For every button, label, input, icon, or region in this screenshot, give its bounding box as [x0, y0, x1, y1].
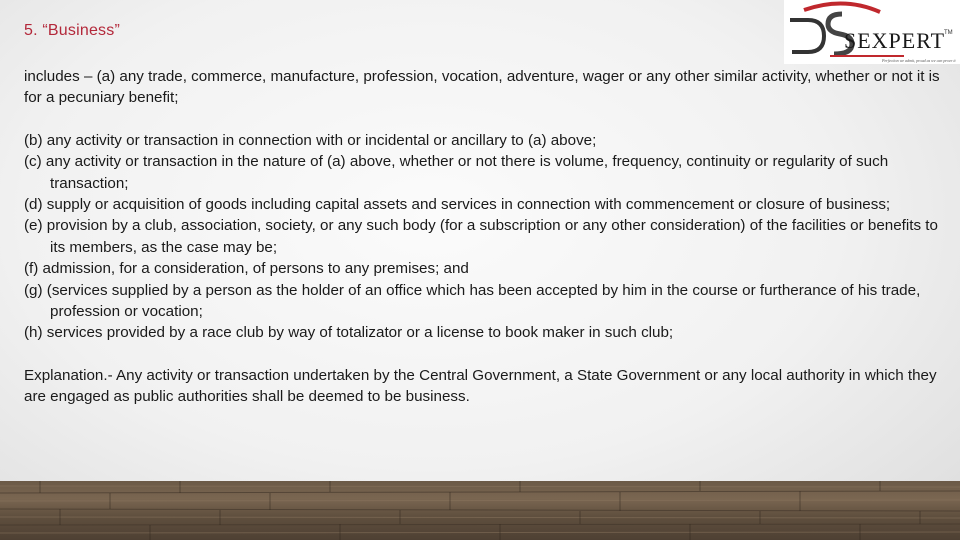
dsexpert-logo: [784, 0, 960, 64]
definition-intro: includes – (a) any trade, commerce, manufacture, profession, vocation, adventure, wager or any other similar activity, whether or not it is for a pecuniary benefit;: [24, 68, 940, 107]
definition-item-c: (c) any activity or transaction in the nature of (a) above, whether or not there is volume, frequency, continuity or regularity of such transaction;: [24, 153, 889, 192]
wood-floor-decoration: [0, 481, 960, 540]
definition-item-e: (e) provision by a club, association, society, or any such body (for a subscription or any other consideration) of the facilities or benefits to its members, as the case may be;: [24, 217, 938, 256]
logo-wordmark: SEXPERT: [844, 28, 946, 53]
definition-item-g: (g) (services supplied by a person as the holder of an office which has been accepted by him in the course or furtherance of his trade, profession or vocation;: [24, 281, 921, 321]
definition-item-f: (f) admission, for a consideration, of persons to any premises; and: [24, 260, 469, 278]
explanation-text: Explanation.- Any activity or transaction undertaken by the Central Government, a State Government or any local authority in which they are engaged as public authorities shall be deemed to be business.: [24, 366, 937, 406]
definition-item-h: (h) services provided by a race club by way of totalizator or a license to book maker in such club;: [24, 324, 674, 342]
logo-trademark: TM: [944, 30, 953, 36]
logo-tagline: Perfection we admit, proud as we can prove it: [882, 58, 956, 63]
slide-body: [24, 66, 956, 408]
slide-title: 5. “Business”: [24, 22, 120, 39]
definition-item-d: (d) supply or acquisition of goods including capital assets and services in connection with commencement or closure of business;: [24, 196, 891, 214]
definition-item-b: (b) any activity or transaction in connection with or incidental or ancillary to (a) above;: [24, 131, 597, 149]
